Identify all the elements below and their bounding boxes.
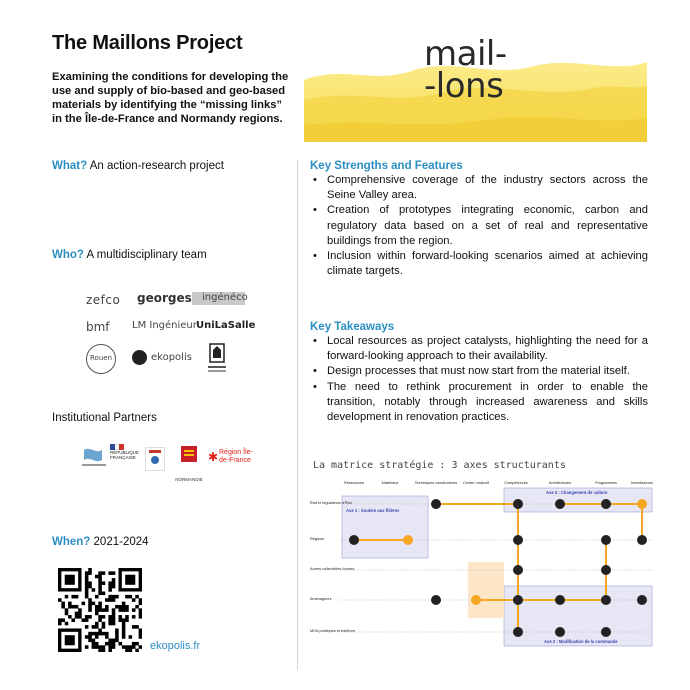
page-title: The Maillons Project [52,32,243,54]
matrix-node [471,595,481,605]
matrix-column-label: Ressources [343,481,365,485]
matrix-column-label: Compétences [504,481,528,485]
matrix-node [513,499,523,509]
takeaways-heading: Key Takeaways [310,321,395,333]
matrix-node [513,627,523,637]
logo-normandie: NORMANDIE [174,446,204,472]
when-label: When? [52,536,91,548]
brand-line-2: -lons [424,66,504,106]
matrix-node [555,499,565,509]
matrix-node [513,595,523,605]
brand-line-1: mail- [424,34,507,74]
matrix-row-label: Régions [310,537,324,541]
matrix-row-label: Aménageurs [310,597,332,601]
matrix-title: La matrice stratégie : 3 axes structurants [313,460,566,471]
matrix-column-label: Architectures [548,481,572,485]
qr-code-graphic [58,568,142,652]
logo-georges: georges [137,291,192,305]
ekopolis-link[interactable]: ekopolis.fr [150,640,201,652]
takeaway-item: • Design processes that must now start from the material itself. [310,364,648,379]
axis3-label: Axe 3 : Changement de culture [546,490,608,495]
matrix-node [431,499,441,509]
column-divider [297,160,298,670]
brand-logo [424,34,507,106]
matrix-node [601,595,611,605]
logo-ensa-rouen: Rouen [86,344,116,374]
logo-ingeneco: ingénéco [192,292,245,305]
logo-lm-ingenieur: LM Ingénieur [132,320,197,331]
matrix-node [431,595,441,605]
matrix-column-label: Programmes [595,481,617,485]
qr-code[interactable] [58,568,142,652]
ekopolis-logo [132,350,147,365]
what-line [52,160,224,172]
strengths-section [310,160,648,279]
axis2-area [504,586,652,646]
matrix-row-label: MOA publiques et bailleurs [310,629,356,633]
what-label: What? [52,160,88,172]
takeaways-list [310,334,648,425]
brand-banner [304,34,647,142]
logo-republique-francaise: RÉPUBLIQUE FRANÇAISE [110,444,142,472]
axis1-label: Axe 1 : Soutien aux filières [346,508,400,513]
strengths-list [310,173,648,279]
logo-ademe [145,447,165,471]
strengths-heading: Key Strengths and Features [310,160,463,172]
matrix-node [513,565,523,575]
axis2-label: Axe 2 : Modification de la commande [544,639,618,644]
who-value: A multidisciplinary team [86,249,207,261]
logo-bmf: bmf [86,320,110,334]
logo-normandy-school [206,342,228,376]
strength-item: • Inclusion within forward-looking scenarios aimed at achieving climate targets. [310,249,648,279]
matrix-node [555,627,565,637]
matrix-row-label: État et régulateurs d'État [310,501,352,505]
matrix-node [349,535,359,545]
matrix-row-label: Autres collectivités locales [310,567,355,571]
logo-ekopolis: ekopolis [151,352,192,363]
logo-vallee-seine [80,446,108,470]
takeaway-item: • Local resources as project catalysts, highlighting the need for a forward-looking approach to their availability. [310,334,648,364]
project-subtitle: Examining the conditions for developing the use and supply of bio-based and geo-based materials by identifying the “missing links” in the Île-de-France and Normandy regions. [52,71,289,125]
axis1-area [342,496,428,558]
logo-zefco: zefco [86,293,121,307]
institutional-label: Institutional Partners [52,412,157,424]
when-line [52,536,149,548]
matrix-column-label: Techniques constructives [414,481,458,485]
matrix-node [601,627,611,637]
matrix-node [513,535,523,545]
matrix-node [637,535,647,545]
matrix-node [601,565,611,575]
takeaways-section [310,321,648,425]
matrix-node [637,499,647,509]
matrix-column-label: Matériaux [381,481,399,485]
logo-region-idf: ✱ Région Île-de-France [208,449,253,464]
matrix-node [403,535,413,545]
what-value: An action-research project [89,160,224,172]
highlight-area [468,562,504,618]
matrix-node [555,595,565,605]
matrix-node [601,499,611,509]
when-value: 2021-2024 [93,536,149,548]
matrix-node [601,535,611,545]
who-label: Who? [52,249,84,261]
matrix-node [637,595,647,605]
strength-item: • Comprehensive coverage of the industry sectors across the Seine Valley area. [310,173,648,203]
logo-unilasalle: UniLaSalle [196,320,256,331]
strength-item: • Creation of prototypes integrating economic, carbon and regulatory data based on a set of real and representative buildings from the region. [310,203,648,249]
matrix-column-label: Investisseurs [630,481,653,485]
who-line [52,249,207,261]
strategy-matrix [308,476,653,666]
matrix-column-label: Centre ruralcolf [463,481,489,485]
takeaway-item: • The need to rethink procurement in order to enable the transition, notably through increased awareness and skills development in renovation practices. [310,380,648,426]
